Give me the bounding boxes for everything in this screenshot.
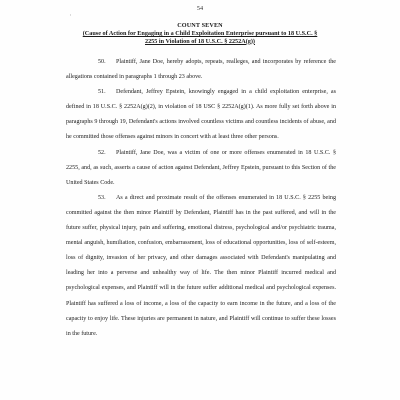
document-body [66, 55, 336, 342]
paragraph-number: 52. [98, 149, 106, 156]
paragraph-text: Plaintiff, Jane Doe, was a victim of one or more offenses enumerated in 18 U.S.C. § 2255, and, as such, asserts a cause of action against Defendant, Jeffrey Epstein, pursuant to this Section of the United States Code. [66, 149, 336, 186]
paragraph-51 [66, 85, 336, 145]
count-subtitle: (Cause of Action for Engaging in a Child Exploitation Enterprise pursuant to 18 U.S.C. § 2255 in Violation of 18 U.S.C. § 2252A(g)) [82, 30, 318, 45]
paragraph-text: Plaintiff, Jane Doe, hereby adopts, repeats, realleges, and incorporates by reference the allegations contained in paragraphs 1 through 23 above. [66, 59, 336, 81]
paragraph-number: 51. [98, 89, 106, 96]
paragraph-text: As a direct and proximate result of the offenses enumerated in 18 U.S.C. § 2255 being committed against the then minor Plaintiff by Defendant, Plaintiff has in the past suffered, and will in the future suffer, physical injury, pain and suffering, emotional distress, psychological and/or psychiatric trauma, mental anguish, humiliation, confusion, embarrassment, loss of educational opportunities, loss of self-esteem, loss of dignity, invasion of her privacy, and other damages associated with Defendant's manipulating and leading her into a perverse and unhealthy way of life. The then minor Plaintiff incurred medical and psychological expenses, and Plaintiff will in the future suffer additional medical and psychological expenses. Plaintiff has suffered a loss of income, a loss of the capacity to earn income in the future, and a loss of the capacity to enjoy life. These injuries are permanent in nature, and Plaintiff will continue to suffer these losses in the future. [66, 194, 336, 337]
stray-mark: ' [70, 15, 71, 20]
paragraph-52 [66, 146, 336, 191]
paragraph-number: 50. [98, 59, 106, 65]
paragraph-53 [66, 191, 336, 342]
paragraph-number: 53. [98, 194, 106, 201]
page-number: 54 [196, 5, 204, 12]
paragraph-50 [66, 55, 336, 85]
paragraph-text: Defendant, Jeffrey Epstein, knowingly engaged in a child exploitation enterprise, as defined in 18 U.S.C. § 2252A(g)(2), in violation of 18 USC § 2252A(g)(1). As more fully set forth above in paragraphs 9 through 19, Defendant's actions involved countless victims and countless incidents of abuse, and he committed those offenses against minors in concert with at least three other persons. [66, 89, 336, 141]
count-title: COUNT SEVEN [177, 22, 223, 29]
